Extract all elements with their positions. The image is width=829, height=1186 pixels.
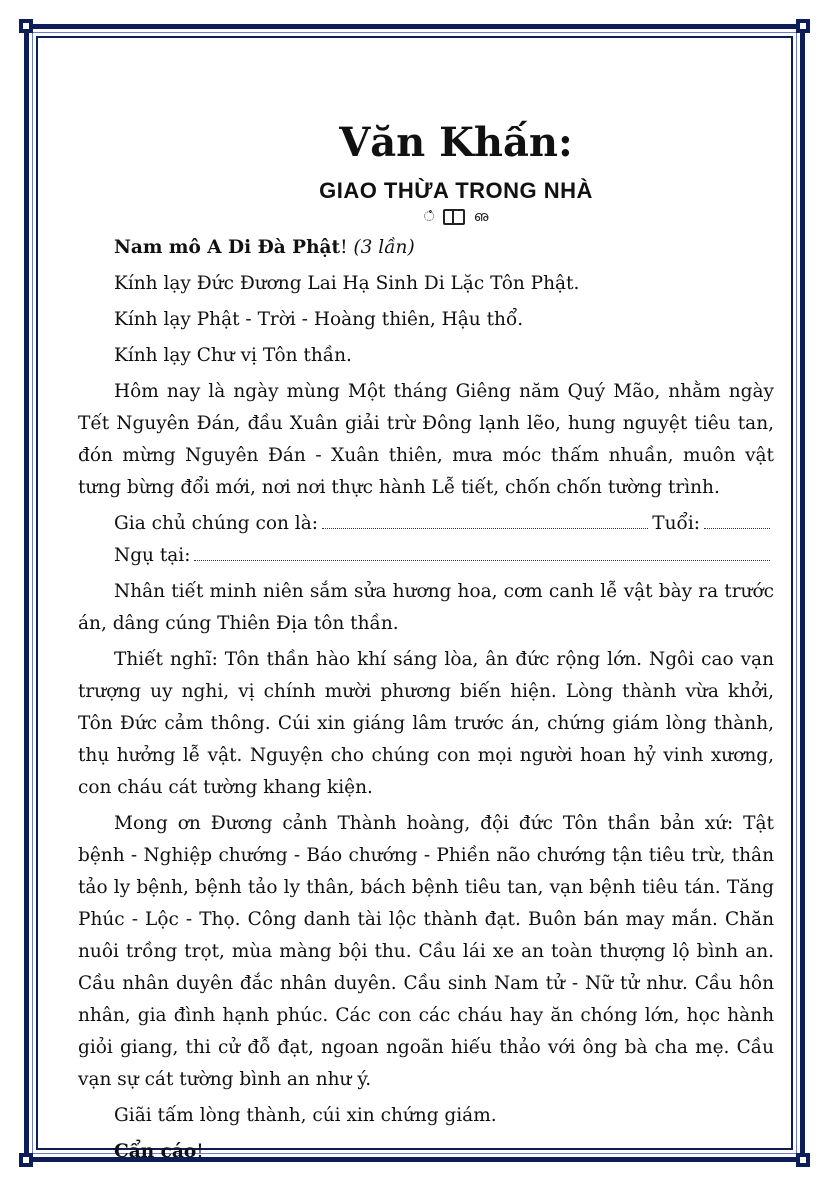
invocation-line — [78, 232, 774, 264]
intro-paragraph: Hôm nay là ngày mùng Một tháng Giêng năm Quý Mão, nhằm ngày Tết Nguyên Đán, đầu Xuân giải trừ Đông lạnh lẽo, hung nguyệt tiêu tan, đón mừng Nguyên Đán - Xuân thiên, mưa móc thấm nhuần, muôn vật tưng bừng đổi mới, nơi nơi thực hành Lễ tiết, chốn chốn tường trình. — [78, 381, 774, 498]
title-ornament — [78, 208, 774, 226]
address-label: Ngụ tại: — [114, 545, 191, 566]
title-text: Văn Khấn — [339, 119, 559, 166]
final-line — [78, 1136, 774, 1168]
age-blank[interactable] — [704, 527, 770, 529]
invocation-count: (3 lần) — [353, 237, 415, 258]
corner-ornament-icon — [796, 19, 810, 33]
invocation-punct: ! — [340, 237, 354, 258]
document-content — [78, 118, 774, 1168]
householder-row — [78, 508, 774, 540]
corner-ornament-icon — [19, 19, 33, 33]
householder-blank[interactable] — [322, 527, 648, 529]
corner-ornament-icon — [19, 1153, 33, 1167]
final-punct: ! — [196, 1141, 204, 1162]
offering-paragraph: Nhân tiết minh niên sắm sửa hương hoa, cơm canh lễ vật bày ra trước án, dâng cúng Thiên Địa tôn thần. — [78, 581, 774, 634]
householder-label: Gia chủ chúng con là: — [114, 513, 318, 534]
greeting-line: Kính lạy Phật - Trời - Hoàng thiên, Hậu thổ. — [114, 309, 524, 330]
prayer-paragraph: Thiết nghĩ: Tôn thần hào khí sáng lòa, ân đức rộng lớn. Ngôi cao vạn trượng uy nghi, vị chính mười phương biến hiện. Lòng thành vừa khởi, Tôn Đức cảm thông. Cúi xin giáng lâm trước án, chứng giám lòng thành, thụ hưởng lễ vật. Nguyện cho chúng con mọi người hoan hỷ vinh xương, con cháu cát tường khang kiện. — [78, 649, 774, 798]
page-subtitle: GIAO THỪA TRONG NHÀ — [319, 178, 593, 203]
final-bold: Cẩn cáo — [114, 1141, 197, 1162]
age-label: Tuổi: — [652, 513, 700, 534]
open-book-icon — [443, 209, 465, 225]
address-row — [78, 540, 774, 572]
ornament-right-glyph: ഌ — [473, 209, 489, 225]
closing-line: Giãi tấm lòng thành, cúi xin chứng giám. — [114, 1105, 497, 1126]
title-colon: : — [558, 119, 573, 166]
address-blank[interactable] — [194, 559, 770, 561]
greeting-line: Kính lạy Đức Đương Lai Hạ Sinh Di Lặc Tôn Phật. — [114, 273, 580, 294]
wish-paragraph: Mong ơn Đương cảnh Thành hoàng, đội đức Tôn thần bản xứ: Tật bệnh - Nghiệp chướng - Báo chướng - Phiền não chướng tận tiêu trừ, thân tảo ly bệnh, bệnh tảo ly thân, bách bệnh tiêu tan, vạn bệnh tiêu tán. Tăng Phúc - Lộc - Thọ. Công danh tài lộc thành đạt. Buôn bán may mắn. Chăn nuôi trồng trọt, mùa màng bội thu. Cầu lái xe an toàn thượng lộ bình an. Cầu nhân duyên đắc nhân duyên. Cầu sinh Nam tử - Nữ tử như. Cầu hôn nhân, gia đình hạnh phúc. Các con các cháu hay ăn chóng lớn, học hành giỏi giang, thi cử đỗ đạt, ngoan ngoãn hiếu thảo với ông bà cha mẹ. Cầu vạn sự cát tường bình an như ý. — [78, 813, 774, 1090]
invocation-bold: Nam mô A Di Đà Phật — [114, 237, 341, 258]
greeting-line: Kính lạy Chư vị Tôn thần. — [114, 345, 352, 366]
prayer-body — [78, 232, 774, 1168]
ornament-left-glyph: ഀ — [423, 209, 435, 225]
page-title — [78, 118, 774, 168]
corner-ornament-icon — [796, 1153, 810, 1167]
